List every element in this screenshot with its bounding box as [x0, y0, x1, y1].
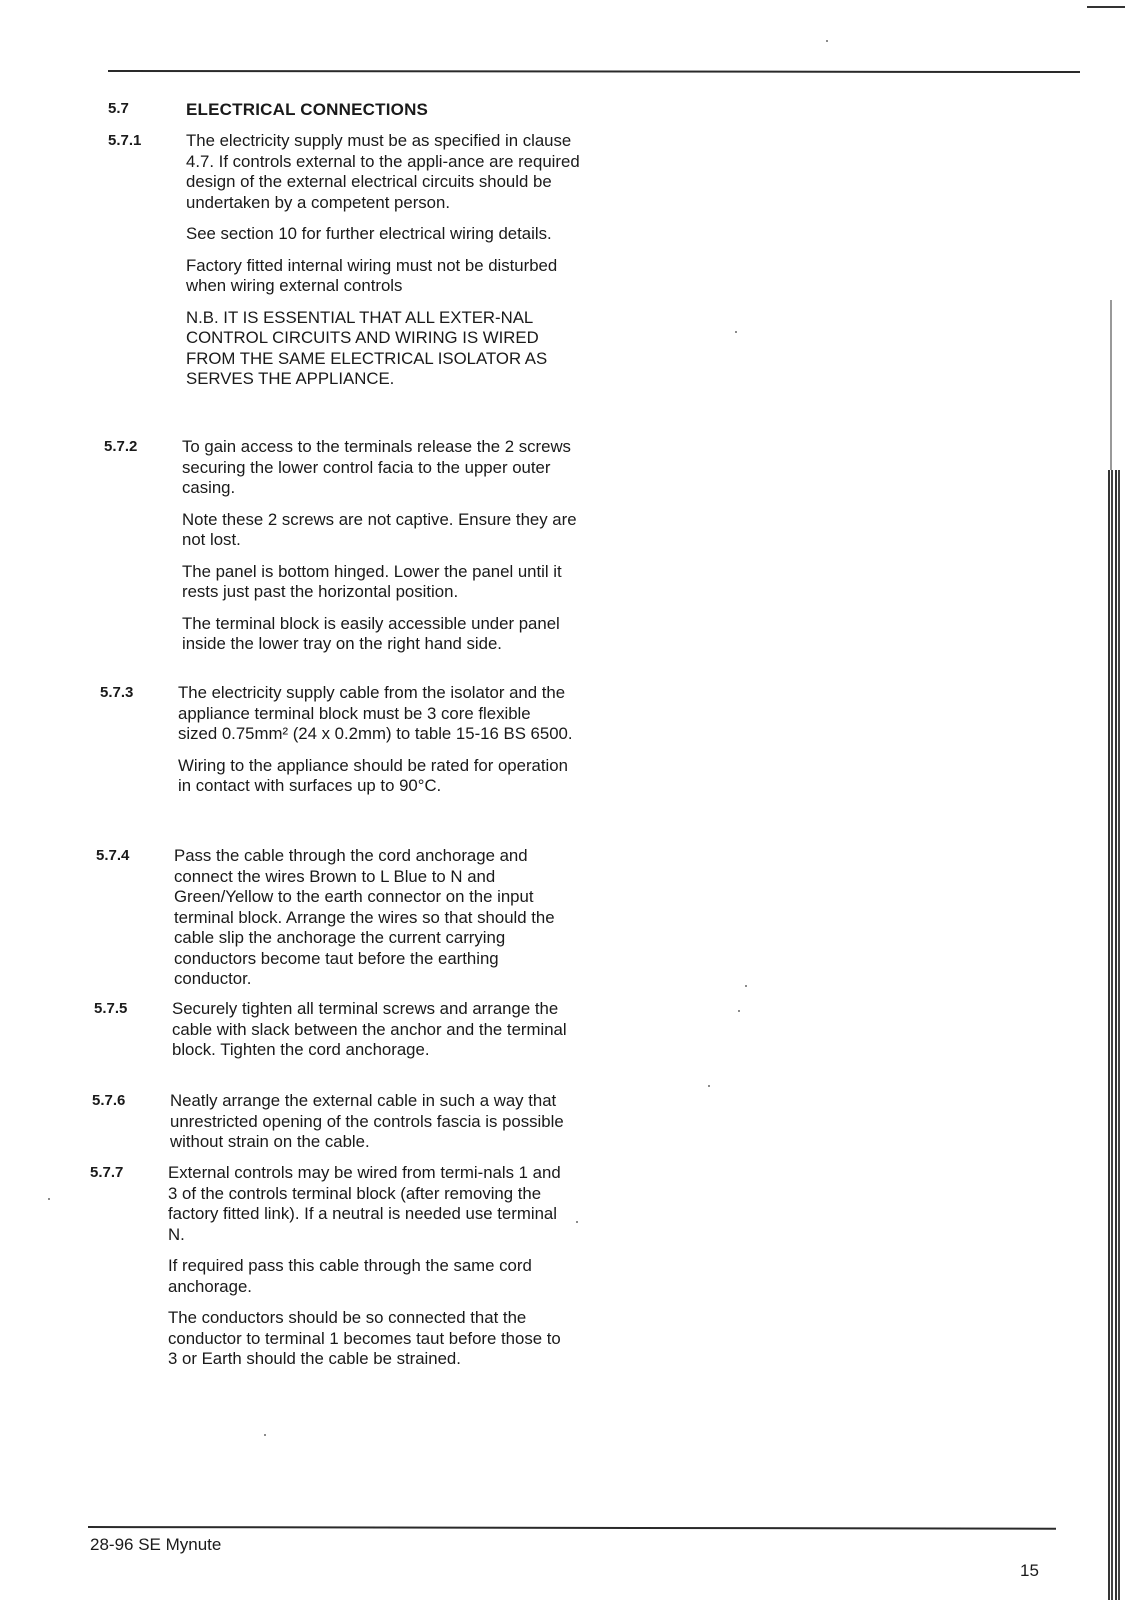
- clause-5-7-5: [94, 999, 567, 1072]
- clause-paragraph: The electricity supply cable from the isolator and the appliance terminal block must be 3 core flexible sized 0.75mm² (24 x 0.2mm) to table 15-16 BS 6500.: [178, 683, 573, 743]
- clause-number: 5.7.5: [94, 1000, 128, 1017]
- clause-paragraph: N.B. IT IS ESSENTIAL THAT ALL EXTER-NAL CONTROL CIRCUITS AND WIRING IS WIRED FROM THE SAME ELECTRICAL ISOLATOR AS SERVES THE APPLIANCE.: [186, 307, 548, 388]
- section-number: 5.7: [108, 100, 129, 117]
- footer-document-title: 28-96 SE Mynute: [90, 1535, 222, 1554]
- clause-5-7-3: [100, 683, 573, 808]
- clause-text: [172, 999, 567, 1072]
- footer-page-number: 15: [1020, 1561, 1039, 1580]
- clause-paragraph: The electricity supply must be as specified in clause 4.7. If controls external to the appli-ance are required design of the external electrical circuits should be undertaken by a competent person.: [186, 131, 580, 212]
- clause-number: 5.7.3: [100, 684, 134, 701]
- clause-text: [178, 683, 573, 808]
- clause-5-7-7: [90, 1163, 563, 1381]
- clause-paragraph: Wiring to the appliance should be rated for operation in contact with surfaces up to 90°C.: [178, 755, 568, 795]
- clause-number: 5.7.1: [108, 132, 142, 149]
- clause-paragraph: To gain access to the terminals release the 2 screws securing the lower control facia to the upper outer casing.: [182, 437, 571, 497]
- clause-number: 5.7.2: [104, 438, 138, 455]
- clause-paragraph: The terminal block is easily accessible under panel inside the lower tray on the right hand side.: [182, 613, 560, 653]
- clause-paragraph: See section 10 for further electrical wiring details.: [186, 224, 552, 243]
- section-heading-row: [108, 99, 428, 121]
- clause-text: [168, 1163, 563, 1381]
- clause-paragraph: Factory fitted internal wiring must not be disturbed when wiring external controls: [186, 255, 558, 295]
- clause-text: [182, 437, 577, 666]
- clause-text: [174, 846, 569, 1001]
- clause-paragraph: Neatly arrange the external cable in such a way that unrestricted opening of the controls fascia is possible without strain on the cable.: [170, 1091, 564, 1151]
- clause-paragraph: Securely tighten all terminal screws and arrange the cable with slack between the anchor and the terminal block. Tighten the cord anchorage.: [172, 999, 567, 1059]
- clause-5-7-2: [104, 437, 577, 666]
- clause-text: [186, 131, 581, 401]
- clause-text: [170, 1091, 565, 1164]
- clause-5-7-6: [92, 1091, 565, 1164]
- clause-number: 5.7.4: [96, 847, 130, 864]
- section-title: ELECTRICAL CONNECTIONS: [186, 100, 429, 119]
- clause-number: 5.7.6: [92, 1092, 126, 1109]
- clause-number: 5.7.7: [90, 1164, 124, 1181]
- clause-paragraph: The panel is bottom hinged. Lower the panel until it rests just past the horizontal position.: [182, 561, 562, 601]
- clause-paragraph: Pass the cable through the cord anchorage and connect the wires Brown to L Blue to N and Green/Yellow to the earth connector on the input terminal block. Arrange the wires so that should the cable slip the anchorage the current carrying conductors become taut before the earthing conductor.: [174, 846, 555, 988]
- clause-paragraph: External controls may be wired from termi-nals 1 and 3 of the controls terminal block (after removing the factory fitted link). If a neutral is needed use terminal N.: [168, 1163, 561, 1244]
- clause-paragraph: If required pass this cable through the same cord anchorage.: [168, 1256, 532, 1296]
- clause-paragraph: Note these 2 screws are not captive. Ensure they are not lost.: [182, 509, 577, 549]
- clause-paragraph: The conductors should be so connected that the conductor to terminal 1 becomes taut before those to 3 or Earth should the cable be strained.: [168, 1308, 561, 1368]
- clause-5-7-4: [96, 846, 569, 1001]
- clause-5-7-1: [108, 131, 581, 401]
